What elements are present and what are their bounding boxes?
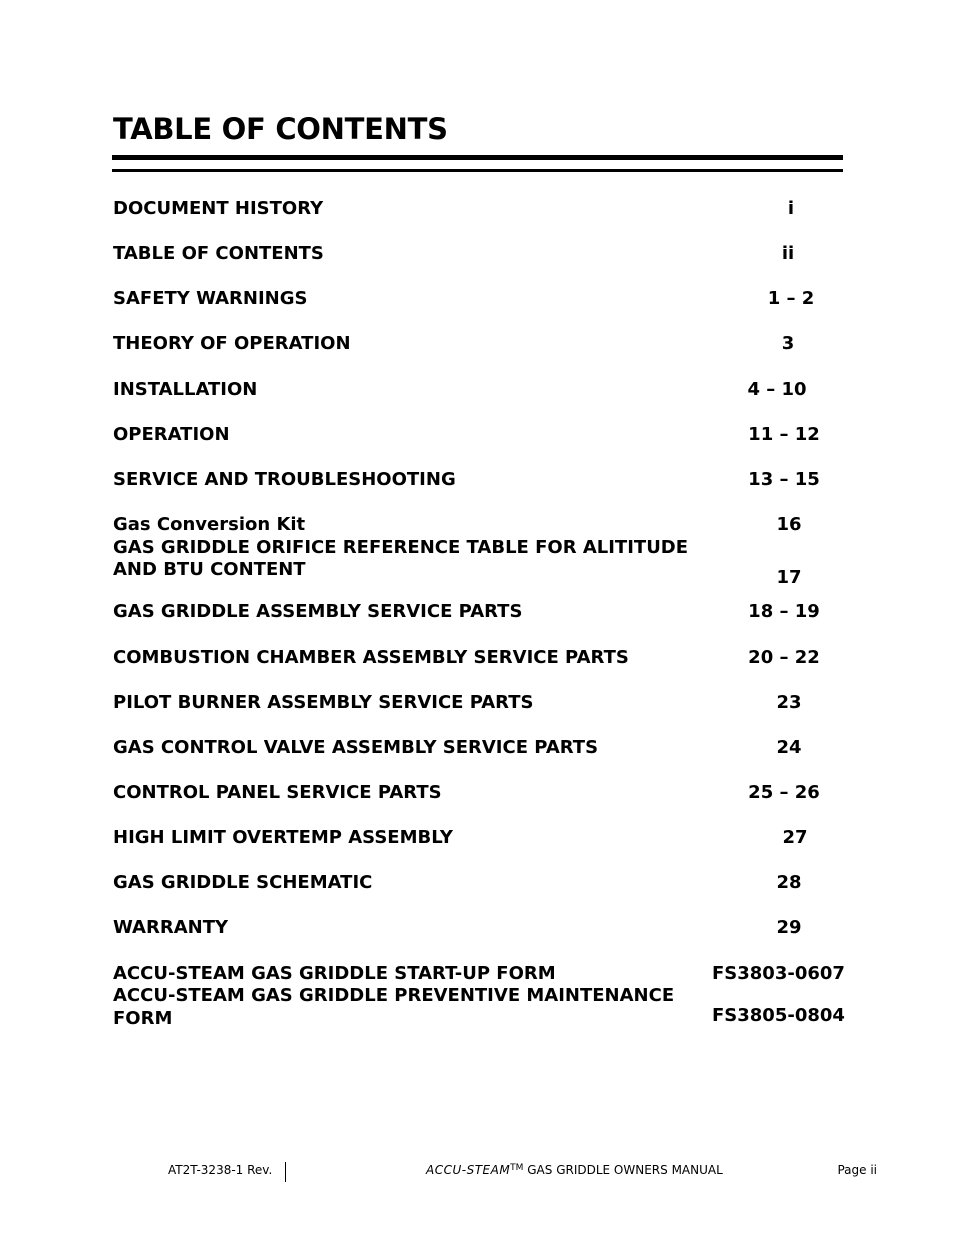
toc-entry-page: 13 – 15: [748, 469, 820, 490]
toc-entry-label: FORM: [113, 1008, 173, 1029]
footer-brand: ACCU-STEAM: [426, 1163, 511, 1177]
toc-entry-page: 20 – 22: [748, 647, 820, 668]
toc-entry-label: SAFETY WARNINGS: [113, 288, 308, 309]
toc-entry-page: 11 – 12: [748, 424, 820, 445]
toc-entry-page: 3: [781, 333, 795, 354]
footer-page-number: Page ii: [837, 1163, 877, 1177]
title-rule-thick: [112, 155, 843, 160]
toc-entry-label: ACCU-STEAM GAS GRIDDLE PREVENTIVE MAINTENANCE: [113, 985, 675, 1006]
toc-entry-page: 16: [776, 514, 802, 535]
toc-entry-page: 1 – 2: [767, 288, 815, 309]
toc-entry-page: 29: [776, 917, 802, 938]
toc-entry-label: THEORY OF OPERATION: [113, 333, 351, 354]
footer-manual-title: [426, 1163, 723, 1177]
toc-entry-label: OPERATION: [113, 424, 230, 445]
toc-entry-label: GAS CONTROL VALVE ASSEMBLY SERVICE PARTS: [113, 737, 599, 758]
toc-entry-label: DOCUMENT HISTORY: [113, 198, 324, 219]
page-title: TABLE OF CONTENTS: [113, 112, 448, 146]
toc-entry-label: SERVICE AND TROUBLESHOOTING: [113, 469, 456, 490]
toc-entry-label: TABLE OF CONTENTS: [113, 243, 324, 264]
toc-entry-label: COMBUSTION CHAMBER ASSEMBLY SERVICE PARTS: [113, 647, 629, 668]
toc-entry-page: FS3805-0804: [712, 1005, 845, 1026]
toc-entry-label: AND BTU CONTENT: [113, 559, 306, 580]
toc-entry-label: WARRANTY: [113, 917, 229, 938]
footer-title-text: GAS GRIDDLE OWNERS MANUAL: [523, 1163, 723, 1177]
toc-entry-page: 27: [782, 827, 808, 848]
title-rule-thin: [112, 169, 843, 172]
toc-entry-page: ii: [781, 243, 795, 264]
toc-entry-label: INSTALLATION: [113, 379, 258, 400]
toc-entry-page: i: [787, 198, 795, 219]
toc-entry-page: 4 – 10: [747, 379, 807, 400]
toc-entry-label: CONTROL PANEL SERVICE PARTS: [113, 782, 442, 803]
toc-entry-label: GAS GRIDDLE ORIFICE REFERENCE TABLE FOR ALITITUDE: [113, 537, 689, 558]
toc-entry-page: 23: [776, 692, 802, 713]
footer-divider: [285, 1162, 286, 1182]
toc-entry-page: 18 – 19: [748, 601, 820, 622]
toc-entry-page: 17: [776, 567, 802, 588]
toc-entry-label: PILOT BURNER ASSEMBLY SERVICE PARTS: [113, 692, 534, 713]
toc-entry-label: GAS GRIDDLE SCHEMATIC: [113, 872, 373, 893]
toc-entry-label: ACCU-STEAM GAS GRIDDLE START-UP FORM: [113, 963, 556, 984]
toc-entry-label: Gas Conversion Kit: [113, 514, 306, 535]
toc-entry-page: 24: [776, 737, 802, 758]
footer-trademark: TM: [510, 1163, 524, 1173]
toc-entry-page: 28: [776, 872, 802, 893]
footer-doc-number: AT2T-3238-1 Rev.: [168, 1163, 273, 1177]
toc-entry-label: GAS GRIDDLE ASSEMBLY SERVICE PARTS: [113, 601, 523, 622]
toc-entry-page: 25 – 26: [748, 782, 820, 803]
toc-entry-label: HIGH LIMIT OVERTEMP ASSEMBLY: [113, 827, 453, 848]
toc-entry-page: FS3803-0607: [712, 963, 845, 984]
